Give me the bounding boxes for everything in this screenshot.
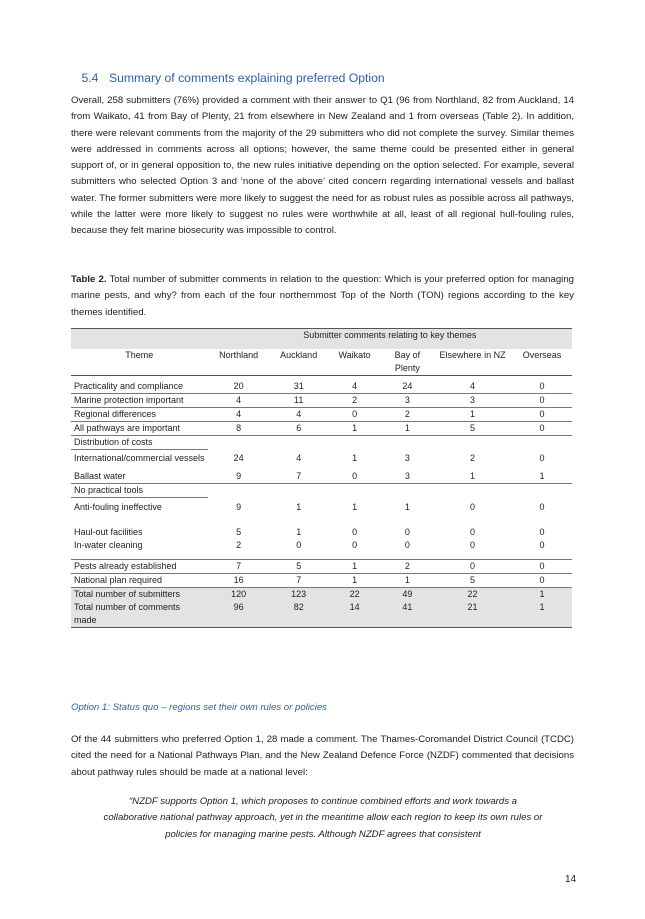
cell-bay-of-plenty: 3 bbox=[381, 394, 433, 408]
cell-auckland: 11 bbox=[270, 394, 328, 408]
cell-northland: 2 bbox=[208, 539, 270, 560]
cell-northland: 8 bbox=[208, 422, 270, 436]
cell-waikato: 1 bbox=[328, 574, 382, 588]
row-theme: No practical tools bbox=[71, 484, 208, 498]
table-caption bbox=[71, 272, 574, 321]
cell-overseas: 1 bbox=[512, 465, 572, 484]
cell-auckland: 5 bbox=[270, 560, 328, 574]
table-header-row bbox=[71, 349, 572, 376]
cell-auckland: 6 bbox=[270, 422, 328, 436]
column-header-overseas: Overseas bbox=[512, 349, 572, 376]
row-theme: All pathways are important bbox=[71, 422, 208, 436]
cell-elsewhere-nz: 21 bbox=[433, 601, 512, 628]
cell-overseas: 0 bbox=[512, 422, 572, 436]
cell-northland: 96 bbox=[208, 601, 270, 628]
row-theme: Practicality and compliance bbox=[71, 376, 208, 394]
option1-heading: Option 1: Status quo – regions set their own rules or policies bbox=[71, 702, 327, 713]
cell-auckland: 123 bbox=[270, 588, 328, 602]
cell-northland: 24 bbox=[233, 452, 244, 463]
cell-auckland: 1 bbox=[296, 527, 302, 537]
cell-bay-of-plenty: 24 bbox=[381, 376, 433, 394]
cell-waikato: 0 bbox=[352, 527, 358, 537]
cell-auckland: 0 bbox=[270, 539, 328, 560]
cell-overseas: 0 bbox=[539, 527, 545, 537]
row-theme: Marine protection important bbox=[71, 394, 208, 408]
cell-northland: 9 bbox=[208, 465, 270, 484]
cell-auckland: 4 bbox=[296, 452, 302, 463]
section-title: Summary of comments explaining preferred Option bbox=[109, 71, 385, 85]
row-theme: Haul-out facilities bbox=[74, 527, 143, 537]
cell-overseas: 1 bbox=[512, 588, 572, 602]
cell-elsewhere-nz: 1 bbox=[433, 408, 512, 422]
cell-northland: 20 bbox=[208, 376, 270, 394]
cell-elsewhere-nz: 0 bbox=[433, 539, 512, 560]
table-row bbox=[71, 465, 572, 484]
cell-elsewhere-nz: 22 bbox=[433, 588, 512, 602]
cell-waikato: 0 bbox=[328, 539, 382, 560]
cell-auckland: 31 bbox=[270, 376, 328, 394]
page-number: 14 bbox=[565, 874, 577, 885]
table-row-total bbox=[71, 588, 572, 602]
cell-waikato: 1 bbox=[352, 452, 358, 463]
cell-waikato: 0 bbox=[328, 408, 382, 422]
table-row-subheading bbox=[71, 484, 572, 498]
cell-elsewhere-nz: 0 bbox=[433, 560, 512, 574]
table-caption-text: Total number of submitter comments in relation to the question: Which is your preferred option for managing marine pests, and why? from each of the four northernmost Top of the North (TON) regions according to the key themes identified. bbox=[71, 274, 574, 318]
table-row bbox=[71, 376, 572, 394]
cell-elsewhere-nz: 0 bbox=[470, 501, 476, 512]
cell-bay-of-plenty: 2 bbox=[381, 408, 433, 422]
cell-elsewhere-nz: 4 bbox=[433, 376, 512, 394]
cell-waikato: 14 bbox=[328, 601, 382, 628]
row-theme: Total number of comments made bbox=[71, 601, 208, 628]
cell-bay-of-plenty: 0 bbox=[381, 539, 433, 560]
cell-northland: 16 bbox=[208, 574, 270, 588]
cell-waikato: 4 bbox=[328, 376, 382, 394]
row-theme: Regional differences bbox=[71, 408, 208, 422]
cell-elsewhere-nz: 2 bbox=[470, 452, 476, 463]
cell-overseas: 0 bbox=[539, 452, 545, 463]
cell-waikato: 2 bbox=[328, 394, 382, 408]
cell-waikato: 1 bbox=[328, 422, 382, 436]
cell-auckland: 1 bbox=[296, 501, 302, 512]
row-theme: National plan required bbox=[71, 574, 208, 588]
cell-bay-of-plenty: 2 bbox=[381, 560, 433, 574]
cell-elsewhere-nz: 5 bbox=[433, 574, 512, 588]
summary-paragraph: Overall, 258 submitters (76%) provided a comment with their answer to Q1 (96 from Northland, 82 from Auckland, 14 from Waikato, 41 from Bay of Plenty, 21 from elsewhere in New Zealand and 1 from overseas (Table 2). In addition, there were relevant comments from the majority of the 29 submitters who did not complete the survey. Similar themes were addressed in comments across all options; however, the same theme could be presented either in general support of, or in general opposition to, the new rules initiative depending on the option selected. For example, several submitters who selected Option 3 and ‘none of the above’ cited concern regarding international vessels and ballast water. The former submitters were more likely to suggest the need for as robust rules as possible across all pathways, while the latter were more likely to suggest no rules were worthwhile at all, least of all regional hull-fouling rules, because they felt marine biosecurity was impossible to control. bbox=[71, 95, 574, 237]
table-row bbox=[71, 450, 572, 466]
cell-overseas: 0 bbox=[512, 574, 572, 588]
cell-bay-of-plenty: 3 bbox=[404, 452, 410, 463]
column-header-elsewhere-nz: Elsewhere in NZ bbox=[433, 349, 512, 376]
cell-overseas: 0 bbox=[512, 539, 572, 560]
cell-auckland: 7 bbox=[270, 465, 328, 484]
column-header-auckland: Auckland bbox=[270, 349, 328, 376]
cell-overseas: 0 bbox=[512, 394, 572, 408]
row-theme: International/commercial vessels bbox=[74, 453, 205, 463]
cell-elsewhere-nz: 5 bbox=[433, 422, 512, 436]
cell-overseas: 0 bbox=[512, 560, 572, 574]
cell-waikato: 1 bbox=[352, 501, 358, 512]
table-row-total bbox=[71, 601, 572, 628]
cell-waikato: 22 bbox=[328, 588, 382, 602]
cell-northland: 5 bbox=[236, 527, 242, 537]
table-row bbox=[71, 539, 572, 560]
column-header-bay-of-plenty: Bay of Plenty bbox=[381, 349, 433, 376]
row-theme: Total number of submitters bbox=[71, 588, 208, 602]
column-header-northland: Northland bbox=[208, 349, 270, 376]
row-theme: Distribution of costs bbox=[71, 436, 208, 450]
table-group-header-row bbox=[71, 329, 572, 350]
cell-overseas: 1 bbox=[512, 601, 572, 628]
cell-elsewhere-nz: 3 bbox=[433, 394, 512, 408]
section-heading bbox=[71, 71, 385, 85]
option1-paragraph: Of the 44 submitters who preferred Option 1, 28 made a comment. The Thames-Coromandel District Council (TCDC) cited the need for a National Pathways Plan, and the New Zealand Defence Force (NZDF) commented that decisions about pathway rules should be made at a national level: bbox=[71, 734, 574, 778]
cell-bay-of-plenty: 3 bbox=[381, 465, 433, 484]
cell-northland: 4 bbox=[208, 408, 270, 422]
row-theme: Pests already established bbox=[71, 560, 208, 574]
cell-bay-of-plenty: 1 bbox=[381, 422, 433, 436]
cell-bay-of-plenty: 1 bbox=[404, 501, 410, 512]
column-header-theme: Theme bbox=[71, 349, 208, 376]
cell-bay-of-plenty: 1 bbox=[381, 574, 433, 588]
table-group-header: Submitter comments relating to key themes bbox=[208, 329, 572, 350]
cell-bay-of-plenty: 0 bbox=[404, 527, 410, 537]
table-row bbox=[71, 574, 572, 588]
cell-overseas: 0 bbox=[539, 501, 545, 512]
row-theme: In-water cleaning bbox=[71, 539, 208, 560]
nzdf-quote: “NZDF supports Option 1, which proposes to continue combined efforts and work towards a collaborative national pathway approach, yet in the meantime allow each region to keep its own rules or policies for managing marine pests. Although NZDF agrees that consistent bbox=[103, 796, 543, 840]
table-row bbox=[71, 408, 572, 422]
section-number: 5.4 bbox=[81, 71, 99, 85]
table-row bbox=[71, 422, 572, 436]
cell-waikato: 0 bbox=[328, 465, 382, 484]
row-theme: Anti-fouling ineffective bbox=[74, 502, 162, 512]
table-caption-label: Table 2. bbox=[71, 274, 107, 285]
cell-northland: 7 bbox=[208, 560, 270, 574]
row-theme: Ballast water bbox=[71, 465, 208, 484]
cell-northland: 9 bbox=[236, 501, 242, 512]
cell-elsewhere-nz: 0 bbox=[470, 527, 476, 537]
cell-auckland: 7 bbox=[270, 574, 328, 588]
cell-elsewhere-nz: 1 bbox=[433, 465, 512, 484]
cell-northland: 120 bbox=[208, 588, 270, 602]
cell-northland: 4 bbox=[208, 394, 270, 408]
cell-overseas: 0 bbox=[512, 408, 572, 422]
table-row bbox=[71, 560, 572, 574]
cell-auckland: 4 bbox=[270, 408, 328, 422]
table-row bbox=[71, 394, 572, 408]
column-header-waikato: Waikato bbox=[328, 349, 382, 376]
themes-table bbox=[71, 328, 572, 628]
table-row-subheading bbox=[71, 436, 572, 450]
cell-overseas: 0 bbox=[512, 376, 572, 394]
table-row bbox=[71, 514, 572, 539]
cell-bay-of-plenty: 41 bbox=[381, 601, 433, 628]
table-row bbox=[71, 498, 572, 515]
cell-bay-of-plenty: 49 bbox=[381, 588, 433, 602]
cell-auckland: 82 bbox=[270, 601, 328, 628]
cell-waikato: 1 bbox=[328, 560, 382, 574]
